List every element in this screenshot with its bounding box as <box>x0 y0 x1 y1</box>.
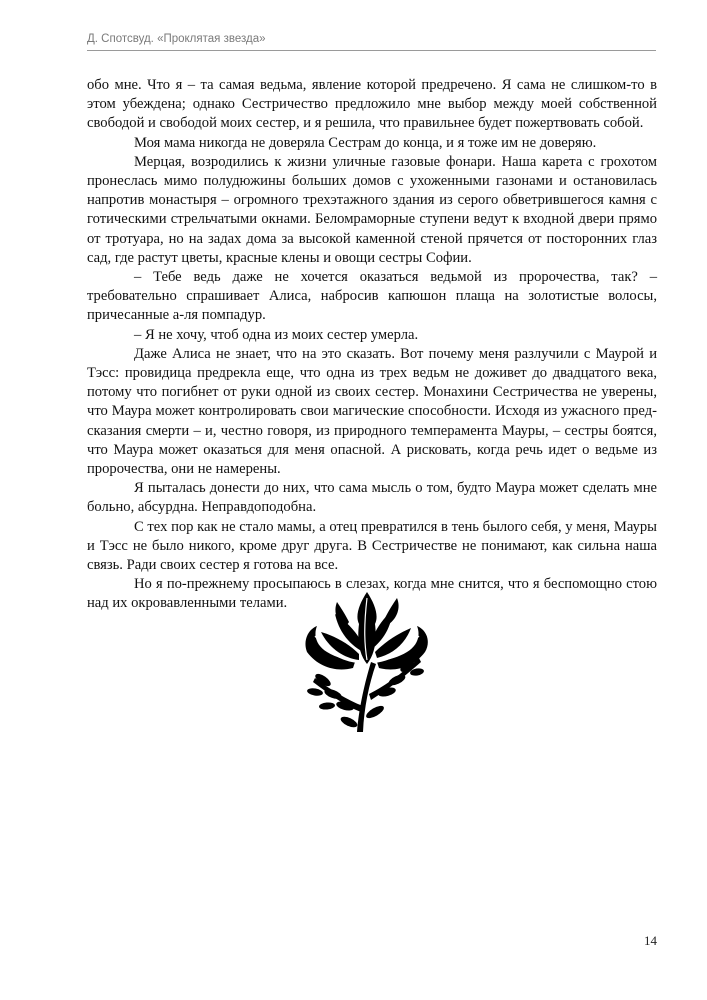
paragraph-4: – Тебе ведь даже не хочется оказаться ведьмой из пророчества, так? – требовательно спрашивает Алиса, набросив капюшон плаща на золотистые волосы, причесанные а-ля помпадур. <box>87 269 657 324</box>
paragraph-2: Моя мама никогда не доверяла Сестрам до конца, и я тоже им не доверяю. <box>134 134 597 151</box>
paragraph-6: Даже Алиса не знает, что на это сказать. Вот почему меня разлучили с Маурой и Тэсс: провидица предрекла еще, что одна из трех ведьм не доживет до двадцатого века, потому что погибнет от руки одной из своих сестер. Монахини Сестричества не уверены, что Маура может контролировать свои магические способности. Исходя из ужасного предсказания смерти – и, честно говоря, из природного темперамента Мауры, – сестры боятся, что Маура может оказаться для меня опасной. А рисковать, когда речь идет о ведьме из пророчества, они не намерены. <box>87 345 657 478</box>
paragraph-3: Мерцая, возродились к жизни уличные газовые фонари. Наша карета с грохотом пронеслась мимо полудюжины больших домов с ухоженными газонами и остановилась напротив монастыря – огромного трехэтажного здания из серого обветрившегося камня с готическими стрельчатыми окнами. Беломраморные ступени ведут к входной двери прямо от тротуара, но на задах дома за высокой каменной стеной прячется от посторонних глаз сад, где растут цветы, красные клены и овощи сестры Софии. <box>87 153 657 266</box>
header-divider <box>87 50 656 51</box>
paragraph-8: С тех пор как не стало мамы, а отец превратился в тень былого себя, у меня, Мауры и Тэсс не было никого, кроме друг друга. В Сестричестве не понимают, как сильна наша связь. Ради своих сестер я готова на все. <box>87 518 657 574</box>
body-text <box>87 76 657 614</box>
running-header: Д. Спотсвуд. «Проклятая звезда» <box>87 33 266 45</box>
paragraph-5: – Я не хочу, чтоб одна из моих сестер умерла. <box>134 326 419 343</box>
paragraph-1: обо мне. Что я – та самая ведьма, явление которой предречено. Я сама не слишком-то в этом убеждена; однако Сестричество предложило мне выбор между моей собственной свободой и свободой моих сестер, и я решила, что правильнее будет пожертвовать собой. <box>87 77 657 132</box>
paragraph-7: Я пыталась донести до них, что сама мысль о том, будто Маура может сделать мне больно, абсурдна. Неправдоподобна. <box>87 480 657 516</box>
page-number: 14 <box>644 933 657 948</box>
floral-ornament-icon <box>297 582 435 738</box>
paragraph-9: Но я по-прежнему просыпаюсь в слезах, когда мне снится, что я беспомощно стою над их окровавленными телами. <box>87 576 657 612</box>
